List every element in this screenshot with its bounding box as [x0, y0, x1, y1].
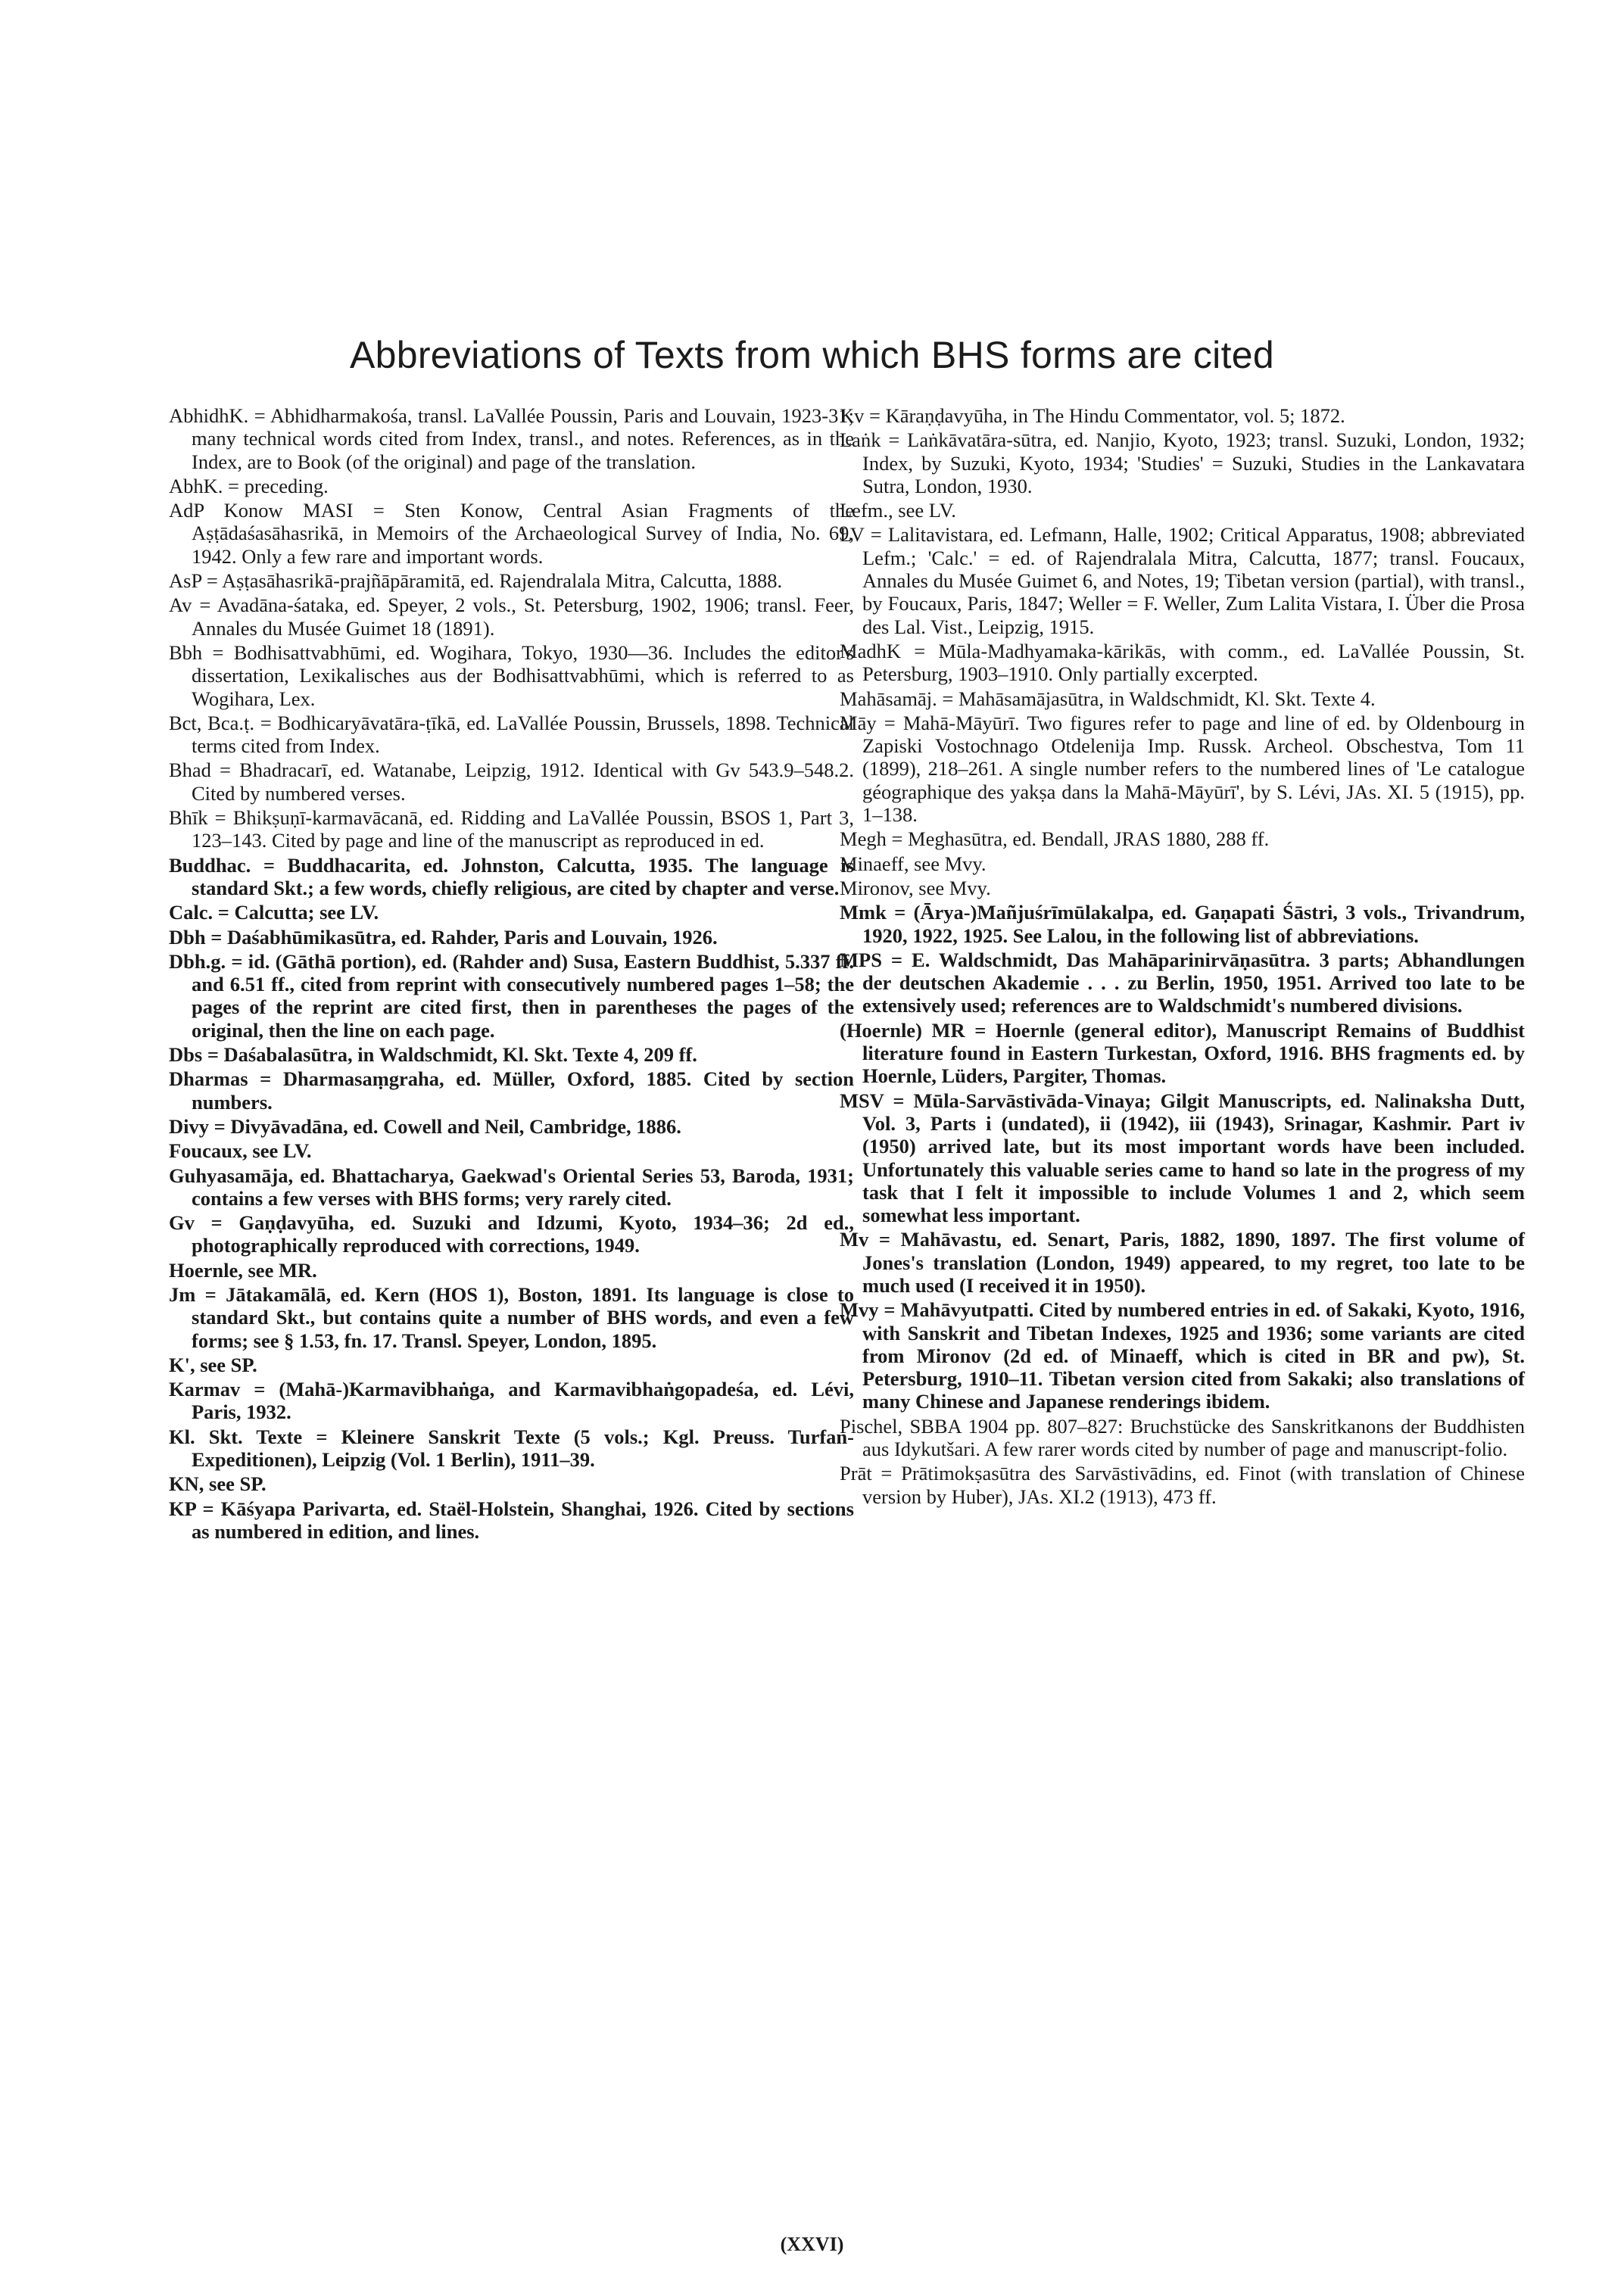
abbreviation-entry: (Hoernle) MR = Hoernle (general editor), Manuscript Remains of Buddhist literature found in Eastern Turkestan, Oxford, 1916. BHS fragments ed. by Hoernle, Lüders, Pargiter, Thomas. — [840, 1018, 1525, 1088]
abbreviation-entry: KN, see SP. — [169, 1472, 267, 1496]
abbreviation-entry: AsP = Aṣṭasāhasrikā-prajñāpāramitā, ed. Rajendralala Mitra, Calcutta, 1888. — [169, 569, 783, 593]
abbreviation-entry: Dbh.g. = id. (Gāthā portion), ed. (Rahder and) Susa, Eastern Buddhist, 5.337 ff. and 6.51 ff., cited from reprint with consecutively numbered pages 1–58; the pages of the reprint are cited first, then in parentheses the pages of the original, then the line on each page. — [169, 949, 854, 1042]
abbreviation-entry: AbhidhK. = Abhidharmakośa, transl. LaVallée Poussin, Paris and Louvain, 1923-31; many technical words cited from Index, transl., and notes. References, as in the Index, are to Book (of the original) and page of the translation. — [169, 404, 854, 473]
abbreviation-entry: Mironov, see Mvy. — [840, 876, 991, 899]
page-folio: (XXVI) — [780, 2233, 844, 2255]
abbreviation-entry: MSV = Mūla-Sarvāstivāda-Vinaya; Gilgit Manuscripts, ed. Nalinaksha Dutt, Vol. 3, Parts i (undated), ii (1942), iii (1943), Srinagar, Kashmir. Part iv (1950) arrived late, but its most important words have been included. Unfortunately this valuable series came to hand so late in the progress of my task that I felt it impossible to include Volumes 1 and 2, which seem somewhat less important. — [840, 1089, 1525, 1227]
page-title: Abbreviations of Texts from which BHS forms are cited — [349, 334, 1274, 376]
abbreviation-entry: Minaeff, see Mvy. — [840, 852, 987, 875]
abbreviation-entry: Bbh = Bodhisattvabhūmi, ed. Wogihara, Tokyo, 1930—36. Includes the editor's dissertation, Lexikalisches aus der Bodhisattvabhūmi, which is referred to as Wogihara, Lex. — [169, 640, 854, 710]
abbreviation-entry: Kl. Skt. Texte = Kleinere Sanskrit Texte (5 vols.; Kgl. Preuss. Turfan-Expeditionen), Leipzig (Vol. 1 Berlin), 1911–39. — [169, 1425, 854, 1472]
abbreviation-entry: Megh = Meghasūtra, ed. Bendall, JRAS 1880, 288 ff. — [840, 827, 1270, 851]
abbreviation-entry: Laṅk = Laṅkāvatāra-sūtra, ed. Nanjio, Kyoto, 1923; transl. Suzuki, London, 1932; Index, by Suzuki, Kyoto, 1934; 'Studies' = Suzuki, Studies in the Lankavatara Sutra, London, 1930. — [840, 428, 1525, 497]
abbreviation-entry: AbhK. = preceding. — [169, 474, 329, 497]
abbreviation-entry: Calc. = Calcutta; see LV. — [169, 901, 379, 924]
abbreviation-entry: KP = Kāśyapa Parivarta, ed. Staël-Holstein, Shanghai, 1926. Cited by sections as numbered in edition, and lines. — [169, 1497, 854, 1543]
abbreviation-entry: Dharmas = Dharmasaṃgraha, ed. Müller, Oxford, 1885. Cited by section numbers. — [169, 1067, 854, 1114]
abbreviation-entry: Mvy = Mahāvyutpatti. Cited by numbered entries in ed. of Sakaki, Kyoto, 1916, with Sanskrit and Tibetan Indexes, 1925 and 1936; some variants are cited from Mironov (2d ed. of Minaeff, which is cited in BR and pw), St. Petersburg, 1910–11. Tibetan version cited from Sakaki; also translations of many Chinese and Japanese renderings ibidem. — [840, 1298, 1525, 1413]
abbreviation-entry: AdP Konow MASI = Sten Konow, Central Asian Fragments of the Aṣṭādaśasāhasrikā, in Memoirs of the Archaeological Survey of India, No. 69, 1942. Only a few rare and important words. — [169, 499, 854, 568]
abbreviation-entry: Lefm., see LV. — [840, 499, 956, 522]
abbreviation-entry: Dbs = Daśabalasūtra, in Waldschmidt, Kl. Skt. Texte 4, 209 ff. — [169, 1043, 697, 1067]
abbreviation-entry: Av = Avadāna-śataka, ed. Speyer, 2 vols., St. Petersburg, 1902, 1906; transl. Feer, Annales du Musée Guimet 18 (1891). — [169, 594, 854, 640]
abbreviation-entry: Mmk = (Ārya-)Mañjuśrīmūlakalpa, ed. Gaṇapati Śāstri, 3 vols., Trivandrum, 1920, 1922, 1925. See Lalou, in the following list of abbreviations. — [840, 901, 1525, 947]
abbreviation-entry: Guhyasamāja, ed. Bhattacharya, Gaekwad's Oriental Series 53, Baroda, 1931; contains a few verses with BHS forms; very rarely cited. — [169, 1164, 854, 1210]
abbreviation-entry: Karmav = (Mahā-)Karmavibhaṅga, and Karmavibhaṅgopadeśa, ed. Lévi, Paris, 1932. — [169, 1378, 854, 1424]
abbreviation-entry: Buddhac. = Buddhacarita, ed. Johnston, Calcutta, 1935. The language is standard Skt.; a few words, chiefly religious, are cited by chapter and verse. — [169, 853, 854, 899]
abbreviation-entry: K', see SP. — [169, 1353, 257, 1376]
abbreviation-entry: MadhK = Mūla-Madhyamaka-kārikās, with comm., ed. LaVallée Poussin, St. Petersburg, 1903–1910. Only partially excerpted. — [840, 639, 1525, 686]
abbreviation-entry: Pischel, SBBA 1904 pp. 807–827: Bruchstücke des Sanskritkanons der Buddhisten aus Idykutšari. A few rarer words cited by number of page and manuscript-folio. — [840, 1414, 1525, 1461]
abbreviation-entry: Māy = Mahā-Māyūrī. Two figures refer to page and line of ed. by Oldenbourg in Zapiski Vostochnago Otdelenija Imp. Russk. Archeol. Obschestva, Tom 11 (1899), 218–261. A single number refers to the numbered lines of 'Le catalogue géographique des yakṣa dans la Mahā-Māyūrī', by S. Lévi, JAs. XI. 5 (1915), pp. 1–138. — [840, 711, 1525, 827]
abbreviation-entry: MPS = E. Waldschmidt, Das Mahāparinirvāṇasūtra. 3 parts; Abhandlungen der deutschen Akademie . . . zu Berlin, 1950, 1951. Arrived too late to be extensively used; references are to Waldschmidt's numbered divisions. — [840, 948, 1525, 1017]
abbreviation-entry: Divy = Divyāvadāna, ed. Cowell and Neil, Cambridge, 1886. — [169, 1114, 681, 1138]
abbreviation-entry: Kv = Kāraṇḍavyūha, in The Hindu Commentator, vol. 5; 1872. — [840, 404, 1345, 427]
abbreviation-entry: Gv = Gaṇḍavyūha, ed. Suzuki and Idzumi, Kyoto, 1934–36; 2d ed., photographically reproduced with corrections, 1949. — [169, 1211, 854, 1257]
abbreviation-entry: Foucaux, see LV. — [169, 1139, 312, 1163]
left-column — [169, 404, 854, 1544]
abbreviation-entry: Bhad = Bhadracarī, ed. Watanabe, Leipzig, 1912. Identical with Gv 543.9–548.2. Cited by numbered verses. — [169, 759, 854, 805]
abbreviation-entry: Dbh = Daśabhūmikasūtra, ed. Rahder, Paris and Louvain, 1926. — [169, 925, 718, 949]
abbreviation-entry: Bct, Bca.ṭ. = Bodhicaryāvatāra-ṭīkā, ed. LaVallée Poussin, Brussels, 1898. Technical terms cited from Index. — [169, 711, 854, 758]
abbreviation-entry: Hoernle, see MR. — [169, 1258, 317, 1282]
abbreviation-entry: Mv = Mahāvastu, ed. Senart, Paris, 1882, 1890, 1897. The first volume of Jones's translation (London, 1949) appeared, to my regret, too late to be much used (I received it in 1950). — [840, 1228, 1525, 1297]
abbreviation-entry: Prāt = Prātimokṣasūtra des Sarvāstivādins, ed. Finot (with translation of Chinese version by Huber), JAs. XI.2 (1913), 473 ff. — [840, 1462, 1525, 1508]
abbreviation-entry: Bhīk = Bhikṣuṇī-karmavācanā, ed. Ridding and LaVallée Poussin, BSOS 1, Part 3, 123–143. Cited by page and line of the manuscript as reproduced in ed. — [169, 806, 854, 852]
abbreviation-entry: LV = Lalitavistara, ed. Lefmann, Halle, 1902; Critical Apparatus, 1908; abbreviated Lefm.; 'Calc.' = ed. of Rajendralala Mitra, Calcutta, 1877; transl. Foucaux, Annales du Musée Guimet 6, and Notes, 19; Tibetan version (partial), with transl., by Foucaux, Paris, 1847; Weller = F. Weller, Zum Lalita Vistara, I. Über die Prosa des Lal. Vist., Leipzig, 1915. — [840, 523, 1525, 638]
abbreviation-entry: Jm = Jātakamālā, ed. Kern (HOS 1), Boston, 1891. Its language is close to standard Skt., but contains quite a number of BHS words, and even a few forms; see § 1.53, fn. 17. Transl. Speyer, London, 1895. — [169, 1282, 854, 1352]
abbreviation-entry: Mahāsamāj. = Mahāsamājasūtra, in Waldschmidt, Kl. Skt. Texte 4. — [840, 687, 1376, 710]
right-column — [840, 404, 1525, 1509]
